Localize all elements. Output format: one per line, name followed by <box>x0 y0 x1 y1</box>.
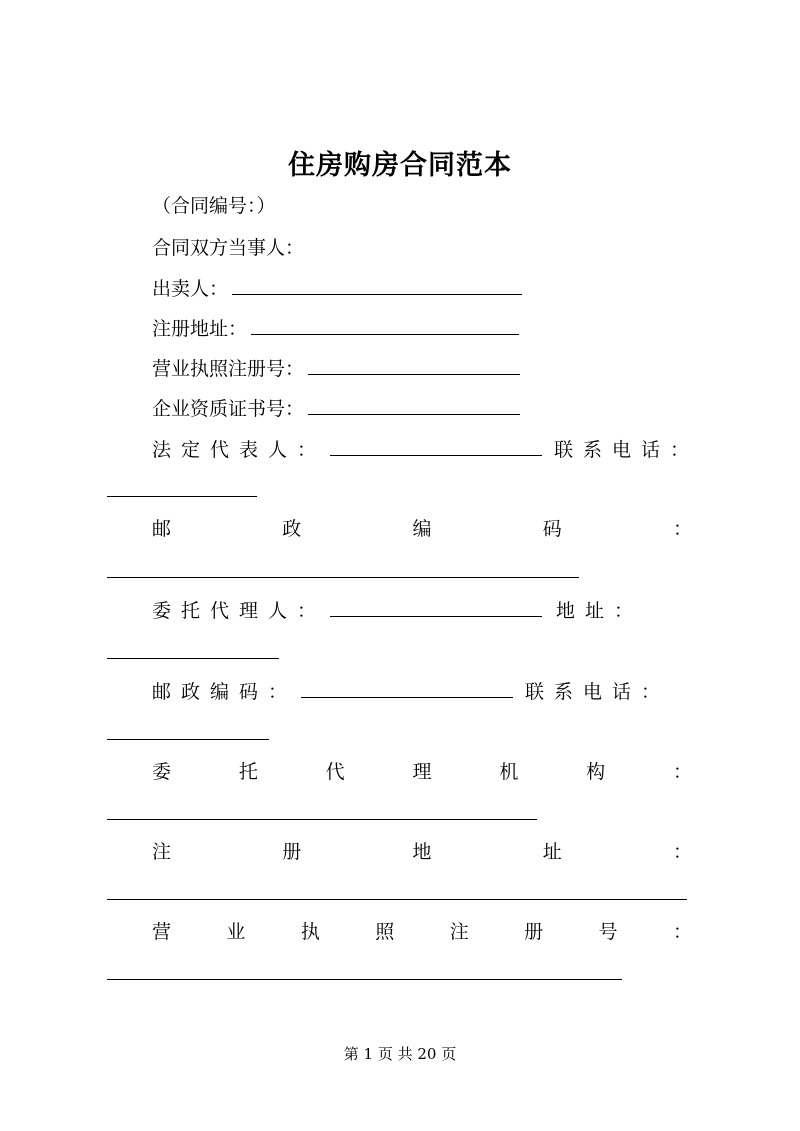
agency-address-char: 注 <box>152 841 172 863</box>
qualification-label: 企业资质证书号： <box>152 398 305 420</box>
seller-row <box>152 275 522 302</box>
postcode-char: ： <box>672 518 692 540</box>
agency-address-char: 册 <box>282 841 302 863</box>
contract-number: （合同编号：） <box>152 195 276 217</box>
agent-postcode-label: 邮政编码： <box>152 681 298 703</box>
agent-postcode-row <box>152 678 670 705</box>
postcode-char: 编 <box>412 518 432 540</box>
agency-license-blank[interactable] <box>107 979 622 980</box>
postcode-char: 政 <box>282 518 302 540</box>
seller-label: 出卖人： <box>152 278 229 300</box>
agency-address-row <box>152 839 692 865</box>
legal-rep-row <box>152 436 699 463</box>
phone-label: 联系电话： <box>554 439 700 461</box>
agency-char: 理 <box>412 761 432 783</box>
address-blank[interactable] <box>107 658 279 659</box>
postcode-char: 码 <box>542 518 562 540</box>
agency-char: 委 <box>152 761 172 783</box>
seller-blank[interactable] <box>232 275 522 295</box>
agency-char: ： <box>672 761 692 783</box>
agency-license-char: 注 <box>449 921 469 943</box>
agent-row <box>152 597 643 624</box>
agency-address-char: 址 <box>542 841 562 863</box>
agency-license-char: 照 <box>375 921 395 943</box>
registered-address-label: 注册地址： <box>152 318 248 340</box>
agent-blank[interactable] <box>330 597 542 617</box>
agent-postcode-blank[interactable] <box>301 678 513 698</box>
document-title: 住房购房合同范本 <box>288 150 512 181</box>
postcode-char: 邮 <box>152 518 172 540</box>
registered-address-row <box>152 315 519 342</box>
agency-license-char: 号 <box>598 921 618 943</box>
legal-rep-blank[interactable] <box>330 436 542 456</box>
agent-phone-blank[interactable] <box>107 739 269 740</box>
agency-char: 代 <box>325 761 345 783</box>
agency-license-char: 册 <box>524 921 544 943</box>
agency-char: 构 <box>586 761 606 783</box>
agency-blank[interactable] <box>107 819 537 820</box>
agency-char: 机 <box>499 761 519 783</box>
agency-char: 托 <box>238 761 258 783</box>
agency-address-char: ： <box>672 841 692 863</box>
postcode-blank[interactable] <box>107 577 579 578</box>
address-label: 地址： <box>556 600 644 622</box>
legal-rep-label: 法定代表人： <box>152 439 327 461</box>
parties-heading: 合同双方当事人： <box>152 237 305 259</box>
page-footer: 第 1 页 共 20 页 <box>343 1045 457 1063</box>
agent-label: 委托代理人： <box>152 600 327 622</box>
agent-phone-label: 联系电话： <box>525 681 671 703</box>
qualification-blank[interactable] <box>308 395 520 415</box>
agency-license-char: ： <box>672 921 692 943</box>
agency-license-char: 业 <box>226 921 246 943</box>
qualification-row <box>152 395 520 422</box>
agency-license-row <box>152 919 692 945</box>
license-number-row <box>152 355 520 382</box>
agency-row <box>152 759 692 785</box>
agency-address-blank[interactable] <box>107 899 687 900</box>
license-number-label: 营业执照注册号： <box>152 358 305 380</box>
license-number-blank[interactable] <box>308 355 520 375</box>
agency-license-char: 营 <box>152 921 172 943</box>
registered-address-blank[interactable] <box>251 315 519 335</box>
phone-blank[interactable] <box>107 496 257 497</box>
agency-address-char: 地 <box>412 841 432 863</box>
agency-license-char: 执 <box>300 921 320 943</box>
postcode-row <box>152 516 692 542</box>
